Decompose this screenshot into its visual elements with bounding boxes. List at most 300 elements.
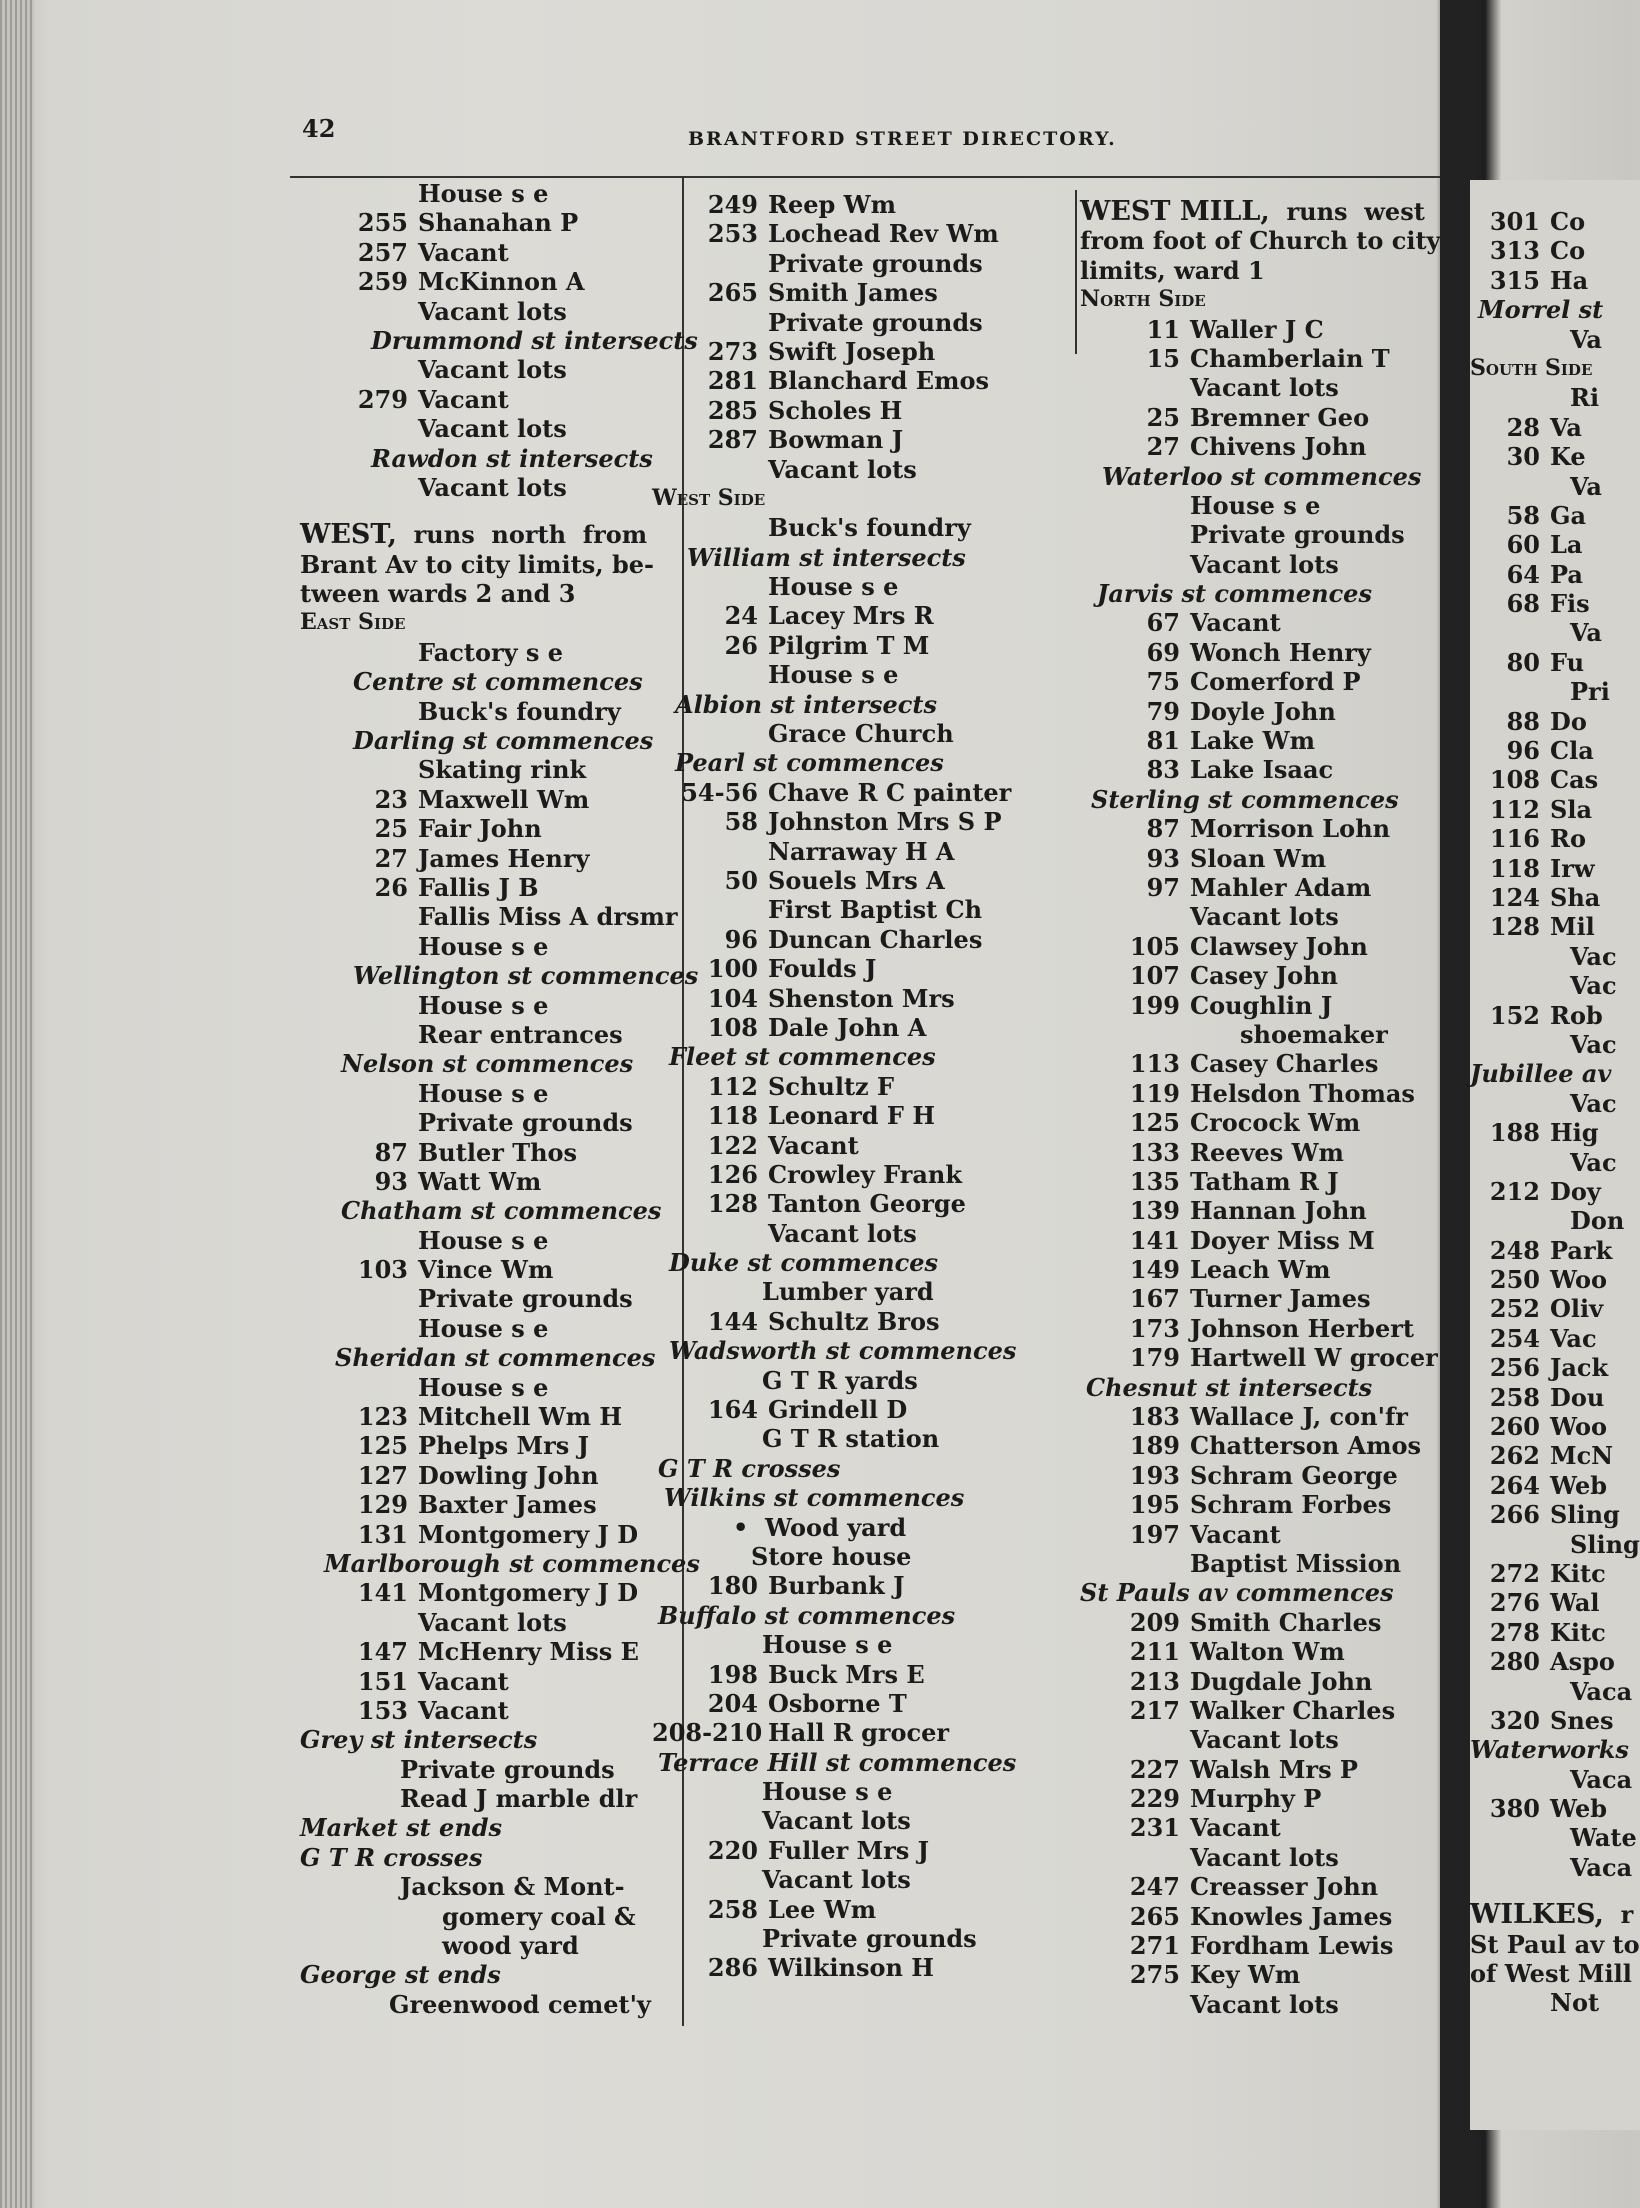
house-number: 266 <box>1489 1500 1540 1530</box>
house-number: 281 <box>707 366 758 396</box>
directory-entry <box>300 814 680 843</box>
cross-street-note: Waterworks <box>1470 1735 1629 1765</box>
directory-entry <box>300 1255 680 1284</box>
occupant-name: Casey Charles <box>1190 1049 1379 1079</box>
street-description: r <box>1603 1900 1634 1930</box>
occupant-name: G T R station <box>762 1424 940 1454</box>
directory-entry <box>652 1366 1072 1395</box>
occupant-name: Maxwell Wm <box>418 784 590 814</box>
house-number: 58 <box>724 807 758 837</box>
cross-street-note: Jubillee av <box>1470 1059 1612 1089</box>
running-head: BRANTFORD STREET DIRECTORY. <box>688 128 1117 150</box>
directory-entry <box>1080 1755 1440 1784</box>
house-number: 96 <box>1506 736 1540 766</box>
directory-entry <box>652 1072 1072 1101</box>
directory-entry <box>300 1226 680 1255</box>
house-number: 113 <box>1129 1049 1180 1079</box>
cross-street-note: George st ends <box>300 1960 501 1990</box>
directory-entry <box>652 1895 1072 1924</box>
house-number: 83 <box>1146 755 1180 785</box>
occupant-name: Buck's foundry <box>418 696 621 726</box>
occupant-name: Sloan Wm <box>1190 843 1327 873</box>
street-description: runs north from <box>396 520 648 550</box>
occupant-name: Vacant lots <box>418 472 567 502</box>
directory-entry <box>300 755 680 784</box>
directory-entry <box>300 297 680 326</box>
house-number: 15 <box>1146 343 1180 373</box>
occupant-name: Doyle John <box>1190 696 1336 726</box>
directory-entry <box>1080 1813 1440 1842</box>
occupant-name: Skating rink <box>418 755 587 785</box>
house-number: 227 <box>1129 1754 1180 1784</box>
cross-street-note: Buffalo st commences <box>658 1600 956 1630</box>
house-number: 264 <box>1489 1470 1540 1500</box>
occupant-name: Tatham R J <box>1190 1166 1339 1196</box>
cross-street-note: Albion st intersects <box>675 689 937 719</box>
directory-entry <box>1080 344 1440 373</box>
house-number: 60 <box>1506 530 1540 560</box>
directory-entry <box>652 1189 1072 1218</box>
occupant-name: Vacant lots <box>1190 1989 1339 2019</box>
directory-entry <box>1080 1343 1440 1372</box>
house-number: 11 <box>1146 314 1180 344</box>
house-number: 125 <box>357 1431 408 1461</box>
directory-entry <box>1080 1020 1440 1049</box>
directory-entry <box>1470 648 1640 677</box>
house-number: 131 <box>357 1519 408 1549</box>
directory-entry <box>1470 1588 1640 1617</box>
occupant-name: Snes <box>1550 1705 1614 1735</box>
occupant-name: Aspo <box>1550 1647 1615 1677</box>
directory-entry <box>1470 1706 1640 1735</box>
directory-entry <box>652 1424 1072 1453</box>
cross-street-note: Wellington st commences <box>353 961 699 991</box>
directory-entry <box>1080 991 1440 1020</box>
directory-entry <box>652 1689 1072 1718</box>
occupant-name: Pilgrim T M <box>768 630 930 660</box>
house-number: 135 <box>1129 1166 1180 1196</box>
directory-entry <box>652 601 1072 630</box>
directory-entry <box>652 984 1072 1013</box>
side-heading: East Side <box>300 609 406 636</box>
directory-column-2 <box>652 190 1072 1983</box>
directory-entry <box>1080 1784 1440 1813</box>
directory-entry <box>1080 1431 1440 1460</box>
directory-entry <box>1080 1843 1440 1872</box>
directory-entry <box>1080 1960 1440 1989</box>
occupant-name: Oliv <box>1550 1294 1604 1324</box>
directory-entry <box>300 1667 680 1696</box>
directory-entry <box>1470 883 1640 912</box>
occupant-name: Private grounds <box>418 1284 633 1314</box>
directory-entry <box>652 660 1072 689</box>
house-number: 276 <box>1489 1588 1540 1618</box>
house-number: 26 <box>724 630 758 660</box>
directory-entry <box>1470 1030 1640 1059</box>
house-number: 96 <box>724 924 758 954</box>
occupant-name: Vacant lots <box>418 296 567 326</box>
directory-entry <box>652 1924 1072 1953</box>
street-heading <box>1080 197 1440 226</box>
cross-street-note: Marlborough st commences <box>324 1548 700 1578</box>
house-number: 25 <box>374 814 408 844</box>
directory-entry <box>652 1131 1072 1160</box>
directory-entry <box>300 1755 680 1784</box>
directory-entry <box>652 1542 1072 1571</box>
occupant-name: House s e <box>768 572 899 602</box>
occupant-name: Comerford P <box>1190 667 1361 697</box>
occupant-name: First Baptist Ch <box>768 895 983 925</box>
house-number: 87 <box>1146 814 1180 844</box>
occupant-name: Buck's foundry <box>768 513 971 543</box>
occupant-name: Lochead Rev Wm <box>768 219 999 249</box>
directory-entry <box>652 1160 1072 1189</box>
occupant-name: Vacant lots <box>418 1607 567 1637</box>
occupant-name: Chave R C painter <box>768 777 1012 807</box>
occupant-name: Vacant lots <box>1190 1842 1339 1872</box>
directory-entry <box>1470 795 1640 824</box>
occupant-name: Vacant <box>1190 608 1281 638</box>
directory-entry <box>300 238 680 267</box>
directory-entry <box>1080 902 1440 931</box>
directory-entry <box>1080 1108 1440 1137</box>
occupant-name: Woo <box>1550 1265 1608 1295</box>
occupant-name: Vacant lots <box>1190 373 1339 403</box>
occupant-name: Mil <box>1550 912 1595 942</box>
cross-street-note: Pearl st commences <box>675 748 944 778</box>
occupant-name: Doyer Miss M <box>1190 1225 1375 1255</box>
house-number: 180 <box>707 1571 758 1601</box>
house-number: 122 <box>707 1130 758 1160</box>
occupant-name: Park <box>1550 1235 1613 1265</box>
cross-street-note: Darling st commences <box>353 726 654 756</box>
occupant-name: Vaca <box>1570 1676 1633 1706</box>
directory-entry <box>300 1931 680 1960</box>
cross-street-note: St Pauls av commences <box>1080 1578 1394 1608</box>
house-number: 273 <box>707 336 758 366</box>
house-number: 93 <box>1146 843 1180 873</box>
directory-entry <box>1470 1177 1640 1206</box>
street-description: runs west <box>1269 197 1425 226</box>
house-number: 124 <box>1489 882 1540 912</box>
directory-entry <box>1470 442 1640 471</box>
directory-entry <box>300 1020 680 1049</box>
street-description-line: St Paul av to <box>1470 1929 1640 1959</box>
occupant-name: House s e <box>418 179 549 208</box>
directory-entry <box>652 425 1072 454</box>
directory-entry <box>1470 1823 1640 1852</box>
house-number: 125 <box>1129 1108 1180 1138</box>
occupant-name: Watt Wm <box>418 1166 542 1196</box>
directory-entry <box>1470 1001 1640 1030</box>
house-number: 58 <box>1506 500 1540 530</box>
occupant-name: Private grounds <box>768 307 983 337</box>
occupant-name: Schram Forbes <box>1190 1490 1392 1520</box>
directory-entry <box>652 925 1072 954</box>
occupant-name: Doy <box>1550 1176 1601 1206</box>
house-number: 93 <box>374 1166 408 1196</box>
directory-entry <box>652 1718 1072 1747</box>
occupant-name: Buck Mrs E <box>768 1659 925 1689</box>
house-number: 107 <box>1129 961 1180 991</box>
directory-entry <box>1470 1988 1640 2017</box>
occupant-name: Blanchard Emos <box>768 366 990 396</box>
directory-entry <box>652 1307 1072 1336</box>
house-number: 256 <box>1489 1353 1540 1383</box>
street-name: WEST, <box>300 519 397 551</box>
cross-street-note: Duke st commences <box>669 1248 938 1278</box>
cross-street-note: Rawdon st intersects <box>371 443 653 473</box>
directory-entry <box>300 1608 680 1637</box>
occupant-name: Sling <box>1570 1529 1640 1559</box>
directory-column-1 <box>300 179 700 2019</box>
occupant-name: Wonch Henry <box>1190 637 1371 667</box>
occupant-name: Vac <box>1570 941 1617 971</box>
directory-entry <box>300 1138 680 1167</box>
occupant-name: Vacant <box>768 1130 859 1160</box>
occupant-name: Chatterson Amos <box>1190 1431 1422 1461</box>
house-number: 198 <box>707 1659 758 1689</box>
directory-entry <box>1470 1412 1640 1441</box>
cross-street-note: Jarvis st commences <box>1097 579 1372 609</box>
directory-entry <box>1080 608 1440 637</box>
directory-entry <box>300 1108 680 1137</box>
occupant-name: Fis <box>1550 589 1590 619</box>
occupant-name: Pa <box>1550 559 1583 589</box>
directory-entry <box>300 1578 680 1607</box>
occupant-name: Chamberlain T <box>1190 343 1390 373</box>
directory-entry <box>300 1431 680 1460</box>
occupant-name: Baptist Mission <box>1190 1548 1402 1578</box>
directory-entry <box>652 308 1072 337</box>
occupant-name: Coughlin J <box>1190 990 1333 1020</box>
directory-entry <box>1080 1931 1440 1960</box>
side-heading: North Side <box>1080 286 1206 313</box>
directory-entry <box>300 1402 680 1431</box>
house-number: 275 <box>1129 1960 1180 1990</box>
occupant-name: Wilkinson H <box>768 1953 934 1983</box>
occupant-name: Jack <box>1550 1353 1609 1383</box>
occupant-name: Web <box>1550 1470 1608 1500</box>
directory-entry <box>1080 403 1440 432</box>
house-number: 265 <box>707 278 758 308</box>
occupant-name: Reep Wm <box>768 190 896 219</box>
house-number: 195 <box>1129 1490 1180 1520</box>
street-heading <box>300 520 680 549</box>
directory-entry <box>1080 873 1440 902</box>
directory-entry <box>1080 1314 1440 1343</box>
house-number: 27 <box>374 843 408 873</box>
occupant-name: Lake Wm <box>1190 726 1316 756</box>
occupant-name: Foulds J <box>768 954 877 984</box>
house-number: 64 <box>1506 559 1540 589</box>
directory-entry <box>1080 550 1440 579</box>
directory-entry <box>652 1806 1072 1835</box>
occupant-name: Leonard F H <box>768 1101 936 1131</box>
occupant-name: Vacant lots <box>768 454 917 484</box>
occupant-name: Burbank J <box>768 1571 905 1601</box>
directory-entry <box>300 785 680 814</box>
house-number: 67 <box>1146 608 1180 638</box>
directory-entry <box>1470 1647 1640 1676</box>
directory-entry <box>300 1902 680 1931</box>
occupant-name: Cas <box>1550 765 1599 795</box>
occupant-name: Johnston Mrs S P <box>768 807 1002 837</box>
directory-entry <box>652 837 1072 866</box>
occupant-name: Irw <box>1550 853 1595 883</box>
house-number: 79 <box>1146 696 1180 726</box>
occupant-name: Not <box>1550 1988 1600 2018</box>
occupant-name: Dale John A <box>768 1012 927 1042</box>
house-number: 118 <box>707 1101 758 1131</box>
house-number: 147 <box>357 1637 408 1667</box>
occupant-name: Pri <box>1570 677 1610 707</box>
directory-entry <box>652 190 1072 219</box>
house-number: 287 <box>707 425 758 455</box>
house-number: 212 <box>1489 1176 1540 1206</box>
directory-entry <box>300 932 680 961</box>
house-number: 153 <box>357 1695 408 1725</box>
side-heading: West Side <box>652 484 766 511</box>
occupant-name: Hannan John <box>1190 1196 1367 1226</box>
directory-entry <box>300 1373 680 1402</box>
house-number: 188 <box>1489 1118 1540 1148</box>
house-number: 141 <box>1129 1225 1180 1255</box>
house-number: 112 <box>707 1071 758 1101</box>
house-number: 26 <box>374 872 408 902</box>
house-number: 144 <box>707 1306 758 1336</box>
directory-entry <box>1080 1196 1440 1225</box>
occupant-name: House s e <box>418 1078 549 1108</box>
occupant-name: Baxter James <box>418 1490 597 1520</box>
occupant-name: Dowling John <box>418 1460 599 1490</box>
directory-entry <box>300 1784 680 1813</box>
directory-entry <box>652 337 1072 366</box>
directory-entry <box>1470 1324 1640 1353</box>
directory-entry <box>1470 383 1640 412</box>
cross-street-note: Drummond st intersects <box>371 325 698 355</box>
occupant-name: Va <box>1550 412 1582 442</box>
directory-entry <box>1470 325 1640 354</box>
directory-entry <box>1080 1138 1440 1167</box>
occupant-name: Knowles James <box>1190 1901 1393 1931</box>
directory-entry <box>1470 942 1640 971</box>
directory-entry <box>300 638 680 667</box>
directory-entry <box>300 267 680 296</box>
cross-street-note: G T R crosses <box>300 1842 483 1872</box>
occupant-name: Waller J C <box>1190 314 1324 344</box>
occupant-name: Smith Charles <box>1190 1607 1382 1637</box>
directory-entry <box>652 1777 1072 1806</box>
house-number: 54-56 <box>681 777 758 807</box>
house-number: 81 <box>1146 726 1180 756</box>
occupant-name: Bowman J <box>768 425 904 455</box>
directory-entry <box>300 385 680 414</box>
directory-entry <box>1470 501 1640 530</box>
house-number: 271 <box>1129 1931 1180 1961</box>
house-number: 141 <box>357 1578 408 1608</box>
house-number: 133 <box>1129 1137 1180 1167</box>
directory-entry <box>652 1953 1072 1982</box>
occupant-name: Ga <box>1550 500 1587 530</box>
occupant-name: Vacant <box>418 1666 509 1696</box>
directory-entry <box>300 991 680 1020</box>
house-number: 151 <box>357 1666 408 1696</box>
directory-entry <box>300 1637 680 1666</box>
directory-entry <box>652 1660 1072 1689</box>
house-number: 254 <box>1489 1323 1540 1353</box>
occupant-name: Web <box>1550 1794 1608 1824</box>
occupant-name: Clawsey John <box>1190 931 1368 961</box>
house-number: 69 <box>1146 637 1180 667</box>
occupant-name: Duncan Charles <box>768 924 983 954</box>
house-number: 127 <box>357 1460 408 1490</box>
house-number: 249 <box>707 190 758 219</box>
house-number: 167 <box>1129 1284 1180 1314</box>
occupant-name: Vacant lots <box>762 1806 911 1836</box>
house-number: 100 <box>707 954 758 984</box>
directory-entry <box>300 844 680 873</box>
page-number: 42 <box>302 114 336 143</box>
occupant-name: Shanahan P <box>418 208 579 238</box>
occupant-name: Vacant <box>1190 1813 1281 1843</box>
occupant-name: James Henry <box>418 843 590 873</box>
directory-entry <box>1080 755 1440 784</box>
occupant-name: Sling <box>1550 1500 1620 1530</box>
directory-entry <box>1470 854 1640 883</box>
house-number: 258 <box>1489 1382 1540 1412</box>
occupant-name: Lake Isaac <box>1190 755 1334 785</box>
directory-entry <box>1080 1255 1440 1284</box>
house-number: 179 <box>1129 1343 1180 1373</box>
directory-entry <box>1470 707 1640 736</box>
occupant-name: Schram George <box>1190 1460 1398 1490</box>
occupant-name: Fallis J B <box>418 872 539 902</box>
occupant-name: Wallace J, con'fr <box>1190 1402 1408 1432</box>
column-divider-2 <box>1075 190 1077 354</box>
occupant-name: Hartwell W grocer <box>1190 1343 1438 1373</box>
occupant-name: Hall R grocer <box>768 1718 950 1748</box>
directory-entry <box>652 1836 1072 1865</box>
occupant-name: Leach Wm <box>1190 1255 1331 1285</box>
occupant-name: Montgomery J D <box>418 1519 639 1549</box>
occupant-name: Vacant <box>1190 1519 1281 1549</box>
occupant-name: Mitchell Wm H <box>418 1402 623 1432</box>
house-number: 50 <box>724 865 758 895</box>
directory-column-3 <box>1080 197 1440 2019</box>
house-number: 220 <box>707 1835 758 1865</box>
occupant-name: Vacant lots <box>1190 902 1339 932</box>
directory-entry <box>1080 1049 1440 1078</box>
house-number: 248 <box>1489 1235 1540 1265</box>
occupant-name: Dugdale John <box>1190 1666 1373 1696</box>
occupant-name: Vac <box>1570 1147 1617 1177</box>
occupant-name: Dou <box>1550 1382 1605 1412</box>
directory-entry <box>1080 932 1440 961</box>
house-number: 149 <box>1129 1255 1180 1285</box>
house-number: 119 <box>1129 1078 1180 1108</box>
directory-entry <box>1470 413 1640 442</box>
directory-entry <box>1470 1118 1640 1147</box>
occupant-name: House s e <box>1190 490 1321 520</box>
house-number: 217 <box>1129 1695 1180 1725</box>
occupant-name: Jackson & Mont- <box>400 1872 625 1902</box>
directory-entry <box>1470 1500 1640 1529</box>
cross-street-note: Terrace Hill st commences <box>658 1747 1017 1777</box>
occupant-name: Schultz Bros <box>768 1306 940 1336</box>
house-number: 229 <box>1129 1784 1180 1814</box>
street-description-line: tween wards 2 and 3 <box>300 579 576 609</box>
